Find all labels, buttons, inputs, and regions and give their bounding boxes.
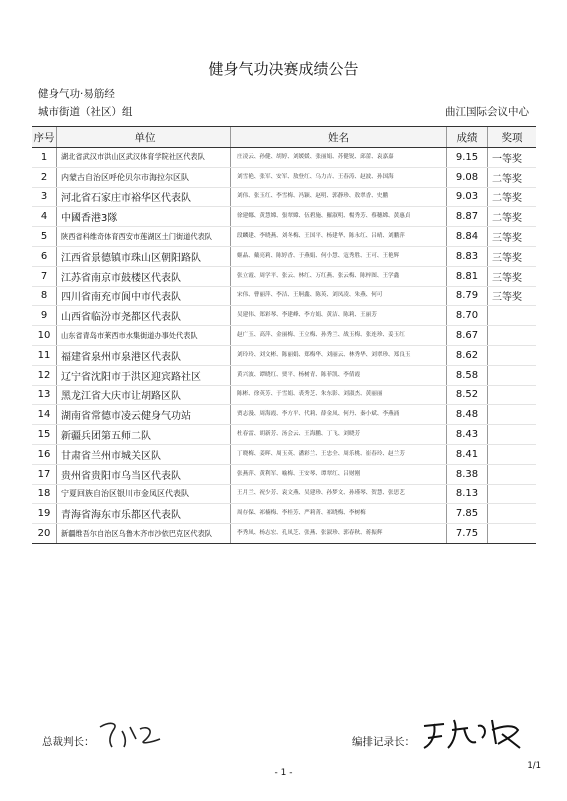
table-row — [32, 345, 536, 365]
event-name: 健身气功·易筋经 — [38, 88, 115, 100]
group-name: 城市街道（社区）组 — [38, 106, 133, 118]
rank-cell: 3 — [32, 187, 57, 207]
rank-cell: 20 — [32, 524, 57, 544]
award-cell — [488, 504, 537, 524]
unit-cell: 江苏省南京市鼓楼区代表队 — [57, 266, 231, 286]
names-cell: 张燕萍、黄利军、喻梅、王安琴、谭翠红、吕财刚 — [231, 464, 447, 484]
table-header-row — [32, 127, 536, 148]
unit-cell: 黑龙江省大庆市让胡路区队 — [57, 385, 231, 405]
score-cell: 8.70 — [447, 306, 488, 326]
rank-cell: 1 — [32, 148, 57, 168]
names-cell: 李秀凤、杨志宏、孔凤芝、张燕、张淑珍、郭春秋、蒋振辉 — [231, 524, 447, 544]
unit-cell: 湖北省武汉市洪山区武汉体育学院社区代表队 — [57, 148, 231, 168]
page-title: 健身气功决赛成绩公告 — [208, 60, 359, 78]
rank-cell: 2 — [32, 167, 57, 187]
award-cell — [488, 326, 537, 346]
unit-cell: 新疆兵团第五师二队 — [57, 425, 231, 445]
award-cell: 二等奖 — [488, 207, 537, 227]
score-cell: 8.41 — [447, 444, 488, 464]
names-cell: 宋伟、曹丽萍、李洁、王舸鑫、陈英、刘凤凌、朱燕、何可 — [231, 286, 447, 306]
header-score: 成绩 — [447, 127, 488, 148]
chief-referee-label: 总裁判长： — [42, 736, 95, 748]
names-cell: 丁晓梅、姜晖、周玉英、潘彩兰、王忠全、周乐桃、崔春玲、赵兰芳 — [231, 444, 447, 464]
names-cell: 黄兴波、谭晓红、贾平、杨树青、陈菲凯、李倩霞 — [231, 365, 447, 385]
names-cell: 吴建伟、郑彩琴、李建峰、李方娟、黄洁、陈莉、王丽芳 — [231, 306, 447, 326]
award-cell — [488, 425, 537, 445]
table-row — [32, 365, 536, 385]
score-cell: 9.03 — [447, 187, 488, 207]
score-cell: 8.81 — [447, 266, 488, 286]
table-row — [32, 524, 536, 544]
rank-cell: 10 — [32, 326, 57, 346]
award-cell — [488, 444, 537, 464]
table-row — [32, 148, 536, 168]
award-cell: 三等奖 — [488, 266, 537, 286]
table-row — [32, 306, 536, 326]
rank-cell: 17 — [32, 464, 57, 484]
unit-cell: 河北省石家庄市裕华区代表队 — [57, 187, 231, 207]
score-cell: 8.79 — [447, 286, 488, 306]
unit-cell: 辽宁省沈阳市于洪区迎宾路社区 — [57, 365, 231, 385]
page-number: - 1 - — [274, 768, 293, 778]
table-row — [32, 227, 536, 247]
table-row — [32, 326, 536, 346]
table-row — [32, 187, 536, 207]
award-cell: 三等奖 — [488, 227, 537, 247]
unit-cell: 中國香港3隊 — [57, 207, 231, 227]
award-cell — [488, 365, 537, 385]
header-names: 姓名 — [231, 127, 447, 148]
rank-cell: 11 — [32, 345, 57, 365]
rank-cell: 19 — [32, 504, 57, 524]
unit-cell: 四川省南充市阆中市代表队 — [57, 286, 231, 306]
award-cell — [488, 405, 537, 425]
table-row — [32, 385, 536, 405]
names-cell: 庄凌云、孙健、胡婷、刘媛媛、张丽娟、苏健锐、邱蕾、袁嘉嘉 — [231, 148, 447, 168]
rank-cell: 12 — [32, 365, 57, 385]
names-cell: 段麟建、李晓燕、刘冬梅、王国平、杨建华、陈永红、吕晴、刘鹏萍 — [231, 227, 447, 247]
score-cell: 8.67 — [447, 326, 488, 346]
rank-cell: 7 — [32, 266, 57, 286]
unit-cell: 江西省景德镇市珠山区朝阳路队 — [57, 246, 231, 266]
rank-cell: 9 — [32, 306, 57, 326]
table-row — [32, 484, 536, 504]
rank-cell: 5 — [32, 227, 57, 247]
rank-cell: 18 — [32, 484, 57, 504]
rank-cell: 8 — [32, 286, 57, 306]
score-cell: 8.38 — [447, 464, 488, 484]
table-row — [32, 444, 536, 464]
score-cell: 8.48 — [447, 405, 488, 425]
score-cell: 8.84 — [447, 227, 488, 247]
unit-cell: 青海省海东市乐都区代表队 — [57, 504, 231, 524]
header-rank: 序号 — [32, 127, 57, 148]
score-cell: 8.13 — [447, 484, 488, 504]
award-cell — [488, 484, 537, 504]
names-cell: 张立霞、周学平、张云、林红、万红燕、张云梅、陈梓图、王学鑫 — [231, 266, 447, 286]
table-row — [32, 405, 536, 425]
venue-name: 曲江国际会议中心 — [445, 106, 529, 118]
names-cell: 刘雪艳、张军、安军、敖登红、乌力吉、王春涛、赵波、孙国海 — [231, 167, 447, 187]
score-cell: 8.43 — [447, 425, 488, 445]
score-cell: 7.85 — [447, 504, 488, 524]
names-cell: 陈彬、徐英芳、于雪娟、裘秀芝、朱东影、刘淑杰、黄丽丽 — [231, 385, 447, 405]
rank-cell: 14 — [32, 405, 57, 425]
score-cell: 9.15 — [447, 148, 488, 168]
header-unit: 单位 — [57, 127, 231, 148]
score-cell: 8.83 — [447, 246, 488, 266]
award-cell — [488, 464, 537, 484]
rank-cell: 15 — [32, 425, 57, 445]
unit-cell: 甘肃省兰州市城关区队 — [57, 444, 231, 464]
table-row — [32, 266, 536, 286]
award-cell: 一等奖 — [488, 148, 537, 168]
names-cell: 姬晶、戴亮莉、陈婷香、于燕娟、何小慧、寇秀胜、王可、王艳辉 — [231, 246, 447, 266]
names-cell: 贾志漫、周海霞、李方平、代莉、薛金凤、何丹、秦小斌、李燕涌 — [231, 405, 447, 425]
names-cell: 杜春雷、胡新芳、汤会云、王海鹏、丁飞、刘晓芳 — [231, 425, 447, 445]
recorder-signature — [418, 714, 528, 754]
page-fraction: 1/1 — [527, 761, 541, 771]
table-row — [32, 425, 536, 445]
award-cell: 三等奖 — [488, 286, 537, 306]
award-cell: 二等奖 — [488, 167, 537, 187]
table-row — [32, 504, 536, 524]
award-cell — [488, 385, 537, 405]
score-cell: 7.75 — [447, 524, 488, 544]
header-award: 奖项 — [488, 127, 537, 148]
unit-cell: 山东省青岛市莱西市水集街道办事处代表队 — [57, 326, 231, 346]
score-cell: 8.87 — [447, 207, 488, 227]
chief-referee-signature — [96, 717, 166, 751]
score-cell: 9.08 — [447, 167, 488, 187]
names-cell: 徐建娜、黄慧嫦、張翠嫦、伍碧施、羅淑明、楊秀芳、蔡穗嫦、黃惠貞 — [231, 207, 447, 227]
names-cell: 赵广玉、高萍、金丽梅、王立梅、孙秀兰、战玉梅、张连珍、姜玉红 — [231, 326, 447, 346]
table-row — [32, 246, 536, 266]
rank-cell: 13 — [32, 385, 57, 405]
unit-cell: 湖南省常德市凌云健身气功站 — [57, 405, 231, 425]
results-table — [32, 126, 536, 544]
award-cell — [488, 306, 537, 326]
rank-cell: 16 — [32, 444, 57, 464]
names-cell: 周存保、祁楠梅、李桂芳、严莉菁、祁晓梅、李树梅 — [231, 504, 447, 524]
unit-cell: 内蒙古自治区呼伦贝尔市海拉尔区队 — [57, 167, 231, 187]
rank-cell: 4 — [32, 207, 57, 227]
names-cell: 刘玲玲、刘文彬、陈丽娟、郑梅华、刘丽云、林秀华、刘翠珍、郑良玉 — [231, 345, 447, 365]
award-cell — [488, 524, 537, 544]
recorder-label: 编排记录长： — [352, 736, 415, 748]
unit-cell: 福建省泉州市泉港区代表队 — [57, 345, 231, 365]
names-cell: 刘伟、张玉红、李雪梅、冯颖、赵明、郭静珍、敖翠香、史鹏 — [231, 187, 447, 207]
unit-cell: 陕西省科维奇体育西安市莲湖区土门街道代表队 — [57, 227, 231, 247]
table-row — [32, 207, 536, 227]
unit-cell: 山西省临汾市尧都区代表队 — [57, 306, 231, 326]
score-cell: 8.52 — [447, 385, 488, 405]
award-cell: 三等奖 — [488, 246, 537, 266]
table-row — [32, 167, 536, 187]
score-cell: 8.58 — [447, 365, 488, 385]
table-row — [32, 464, 536, 484]
unit-cell: 贵州省贵阳市乌当区代表队 — [57, 464, 231, 484]
award-cell — [488, 345, 537, 365]
names-cell: 王月兰、祝少芳、袁文燕、吴建珍、孙梦文、孙瑾琴、贺慧、张思艺 — [231, 484, 447, 504]
score-cell: 8.62 — [447, 345, 488, 365]
award-cell: 二等奖 — [488, 187, 537, 207]
unit-cell: 宁夏回族自治区银川市金凤区代表队 — [57, 484, 231, 504]
rank-cell: 6 — [32, 246, 57, 266]
unit-cell: 新疆维吾尔自治区乌鲁木齐市沙依巴克区代表队 — [57, 524, 231, 544]
table-row — [32, 286, 536, 306]
